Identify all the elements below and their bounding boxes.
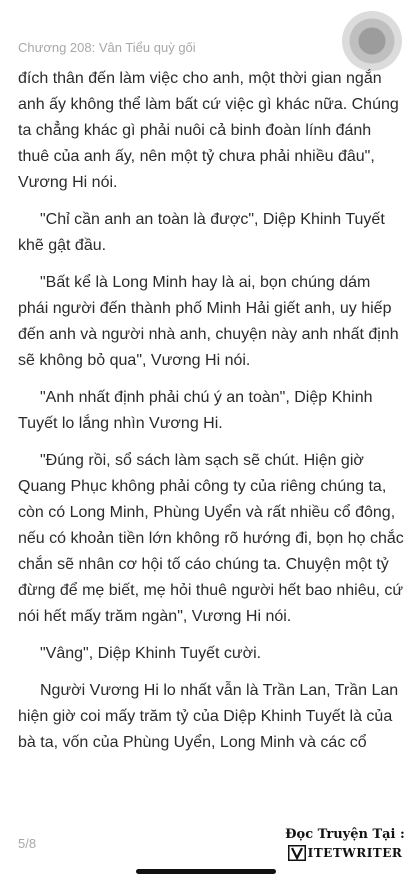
text-line: anh ấy không thể làm bất cứ việc gì khác nữa. Chúng [18,96,399,113]
watermark [284,826,406,861]
paragraph [18,678,398,756]
text-line: đến anh và người nhà anh, chuyện này anh nhất định [18,326,399,343]
text-line: "Anh nhất định phải chú ý an toàn", Diệp Khinh [40,389,373,406]
text-line: bà ta, vốn của Phùng Uyển, Long Minh và các cổ [18,734,367,751]
home-indicator[interactable] [136,869,276,874]
text-line: hiện giờ coi mấy trăm tỷ của Diệp Khinh Tuyết là của [18,708,393,725]
text-line: chắn sẽ nhân cơ hội tố cáo chúng ta. Chuyện một tỷ [18,556,389,573]
text-line: Người Vương Hi lo nhất vẫn là Trần Lan, Trần Lan [40,682,399,699]
text-line: Quang Phục không phải công ty của riêng chúng ta, [18,478,387,495]
text-line: "Đúng rồi, sổ sách làm sạch sẽ chút. Hiện giờ [40,452,364,469]
v-logo-icon [288,845,306,861]
watermark-caption: Đọc Truyện Tại : [285,827,405,842]
paragraph [18,270,398,374]
paragraph [18,385,398,437]
text-line: "Vâng", Diệp Khinh Tuyết cười. [40,645,262,662]
text-line: nếu có khoản tiền lớn không rõ hướng đi, bọn họ chắc [18,530,404,547]
text-line: nói hết mấy trăm ngàn", Vương Hi nói. [18,608,292,625]
paragraph [18,448,404,630]
text-line: "Bất kể là Long Minh hay là ai, bọn chúng dám [40,274,371,291]
chapter-title: Chương 208: Vân Tiểu quỳ gối [18,40,196,55]
paragraph [18,641,398,667]
text-line: sẽ không bỏ qua", Vương Hi nói. [18,352,251,369]
watermark-brand-row [284,845,406,861]
page-number: 5/8 [18,836,37,851]
assistive-touch-icon[interactable] [342,11,402,71]
text-line: phái người đến thành phố Minh Hải giết anh, uy hiếp [18,300,392,317]
text-line: khẽ gật đầu. [18,237,107,254]
paragraph [18,66,398,196]
text-line: đừng để mẹ biết, mẹ hỏi thuê người hết bao nhiêu, cứ [18,582,404,599]
text-line: đích thân đến làm việc cho anh, một thời gian ngắn [18,70,382,87]
text-line: Vương Hi nói. [18,174,118,191]
watermark-brand: ITETWRITER [307,846,403,860]
text-line: "Chỉ cần anh an toàn là được", Diệp Khinh Tuyết [40,211,385,228]
text-line: ta chẳng khác gì phải nuôi cả binh đoàn lính đánh [18,122,372,139]
text-line: Tuyết lo lắng nhìn Vương Hi. [18,415,223,432]
text-line: thuê của anh ấy, nên một tỷ chưa phải nhiều đâu", [18,148,375,165]
text-line: còn có Long Minh, Phùng Uyển và rất nhiều cổ đông, [18,504,396,521]
paragraph [18,207,398,259]
chapter-content [18,66,404,767]
